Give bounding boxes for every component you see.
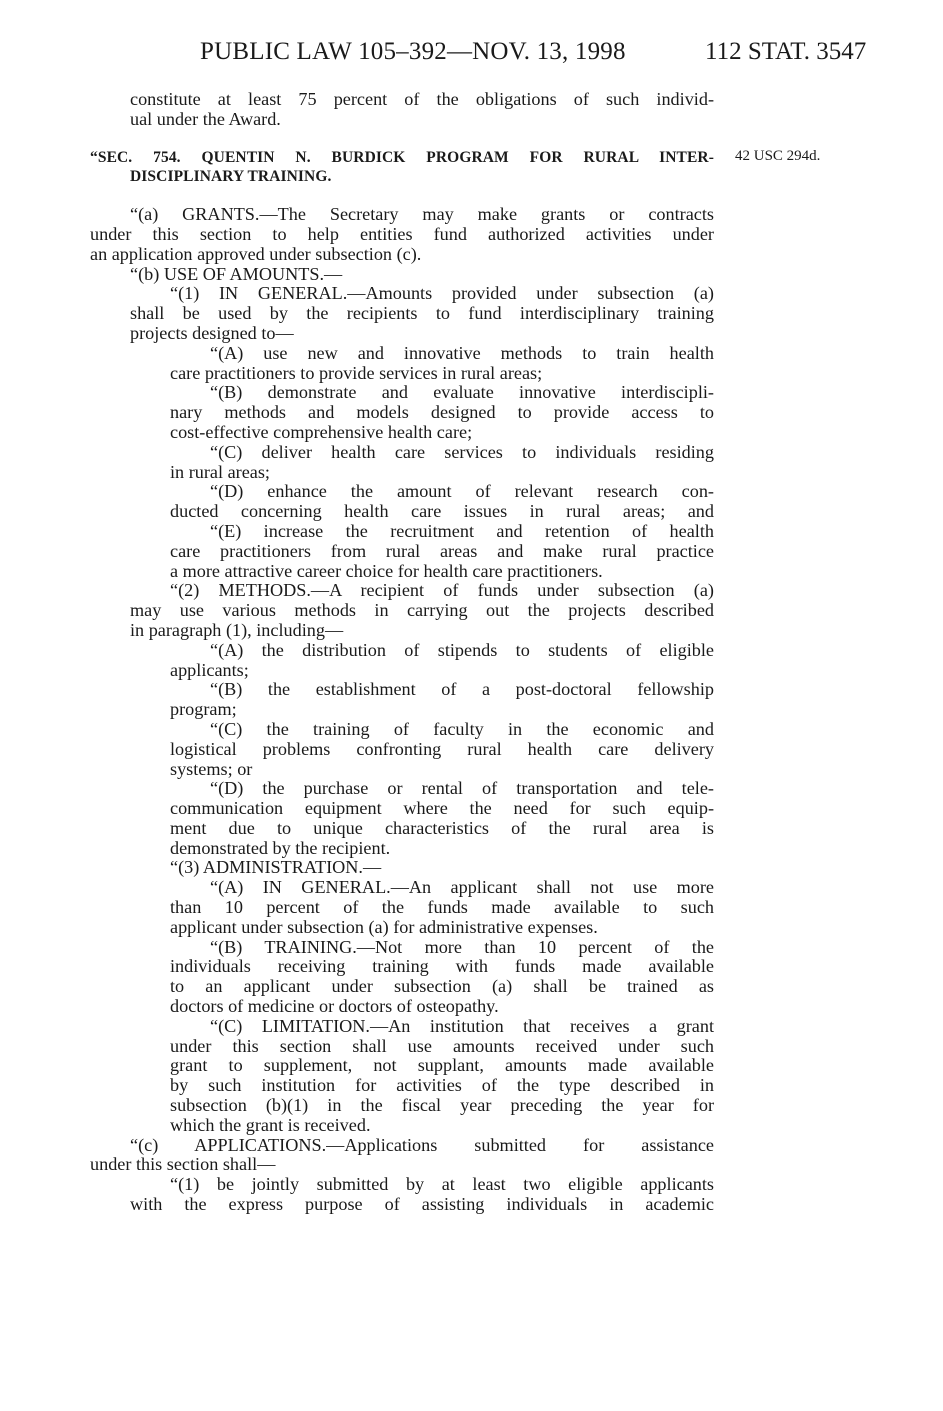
text-line: may use various methods in carrying out the projects described (130, 600, 714, 621)
text-line: “(b) USE OF AMOUNTS.— (130, 263, 343, 284)
text-line: “(a) GRANTS.—The Secretary may make grants or contracts (130, 204, 714, 225)
paragraph-gap (90, 130, 714, 148)
text-line: care practitioners from rural areas and make rural practice (170, 540, 714, 561)
text-line: by such institution for activities of the type described in (170, 1075, 714, 1096)
text-line: constitute at least 75 percent of the obligations of such individ- (130, 89, 714, 109)
header-title: PUBLIC LAW 105–392—NOV. 13, 1998 (200, 38, 626, 65)
text-line: ducted concerning health care issues in rural areas; and (170, 501, 714, 522)
text-line: in paragraph (1), including— (130, 619, 344, 640)
text-line: ment due to unique characteristics of the rural area is (170, 817, 714, 838)
text-line: “(2) METHODS.—A recipient of funds under subsection (a) (170, 580, 714, 601)
text-line: “(3) ADMINISTRATION.— (170, 857, 382, 878)
text-line: communication equipment where the need for such equip- (170, 798, 714, 819)
header-stat-page: 112 STAT. 3547 (705, 38, 867, 65)
text-line: “(1) IN GENERAL.—Amounts provided under subsection (a) (170, 283, 714, 304)
text-line: “(B) demonstrate and evaluate innovative interdiscipli- (210, 382, 714, 403)
text-line: “(C) LIMITATION.—An institution that receives a grant (210, 1015, 714, 1036)
text-line: projects designed to— (130, 322, 294, 343)
paragraph-gap (90, 187, 714, 205)
text-line: “(A) IN GENERAL.—An applicant shall not use more (210, 877, 714, 898)
text-line: applicants; (170, 659, 249, 680)
text-line: under this section to help entities fund authorized activities under (90, 223, 714, 244)
text-line: to an applicant under subsection (a) shall be trained as (170, 976, 714, 997)
text-line: systems; or (170, 758, 253, 779)
text-line: subsection (b)(1) in the fiscal year preceding the year for (170, 1095, 714, 1116)
law-body-text (90, 90, 714, 1215)
text-line: “(A) use new and innovative methods to train health (210, 342, 714, 363)
text-line: under this section shall use amounts received under such (170, 1035, 714, 1056)
text-line: shall be used by the recipients to fund interdisciplinary training (130, 303, 714, 324)
text-line: “(D) enhance the amount of relevant research con- (210, 481, 714, 502)
page-header (0, 38, 943, 70)
text-line: applicant under subsection (a) for administrative expenses. (170, 916, 598, 937)
text-line: “(B) TRAINING.—Not more than 10 percent of the (210, 936, 714, 957)
text-line: with the express purpose of assisting individuals in academic (130, 1194, 714, 1215)
text-line: which the grant is received. (170, 1114, 371, 1135)
text-line: doctors of medicine or doctors of osteopathy. (170, 996, 499, 1017)
text-line: “(D) the purchase or rental of transportation and tele- (210, 778, 714, 799)
text-line: grant to supplement, not supplant, amounts made available (170, 1055, 714, 1076)
text-line: “(B) the establishment of a post-doctoral fellowship (210, 679, 714, 700)
text-line: than 10 percent of the funds made available to such (170, 897, 714, 918)
text-line: ual under the Award. (130, 108, 281, 129)
section-heading-line: “SEC. 754. QUENTIN N. BURDICK PROGRAM FOR RURAL INTER- (90, 148, 714, 166)
text-line: “(C) the training of faculty in the economic and (210, 718, 714, 739)
text-line: care practitioners to provide services in rural areas; (170, 362, 543, 383)
text-line: logistical problems confronting rural health care delivery (170, 738, 714, 759)
text-line: in rural areas; (170, 461, 270, 482)
text-line: “(A) the distribution of stipends to students of eligible (210, 639, 714, 660)
text-line: “(1) be jointly submitted by at least two eligible applicants (170, 1174, 714, 1195)
margin-citation: 42 USC 294d. (735, 148, 821, 164)
text-line: “(C) deliver health care services to individuals residing (210, 441, 714, 462)
text-line: under this section shall— (90, 1154, 276, 1175)
text-line: a more attractive career choice for health care practitioners. (170, 560, 603, 581)
text-line: program; (170, 699, 237, 720)
text-line: demonstrated by the recipient. (170, 837, 391, 858)
text-line: individuals receiving training with funds made available (170, 956, 714, 977)
section-heading-line: DISCIPLINARY TRAINING. (130, 168, 332, 186)
text-line: “(c) APPLICATIONS.—Applications submitted for assistance (130, 1134, 714, 1155)
text-line: cost-effective comprehensive health care; (170, 421, 473, 442)
text-line: “(E) increase the recruitment and retention of health (210, 520, 714, 541)
text-line: an application approved under subsection (c). (90, 243, 422, 264)
text-line: nary methods and models designed to provide access to (170, 402, 714, 423)
